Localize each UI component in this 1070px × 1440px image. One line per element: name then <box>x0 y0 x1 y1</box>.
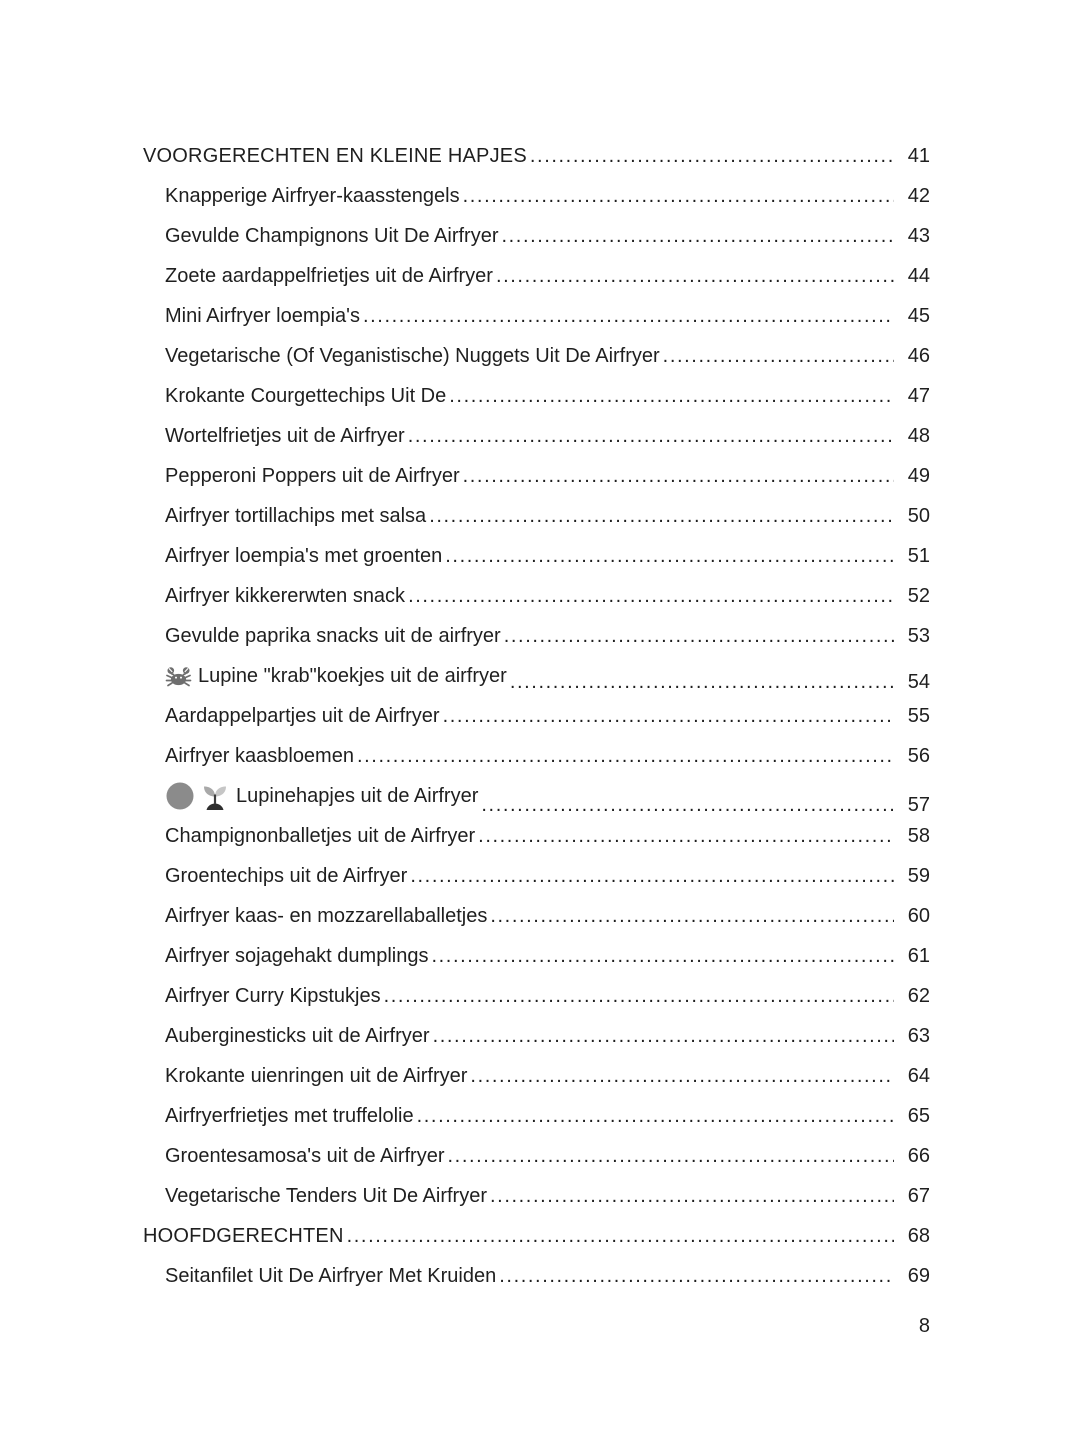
toc-entry-label-text: Vegetarische Tenders Uit De Airfryer <box>165 1185 488 1207</box>
toc-entry-page: 54 <box>907 670 930 693</box>
toc-entry-page: 42 <box>907 185 930 207</box>
dot-leader <box>499 1256 894 1296</box>
toc-entry-label <box>165 1256 496 1296</box>
dot-leader <box>448 1136 895 1176</box>
dot-leader <box>463 176 894 216</box>
toc-entry[interactable] <box>143 1216 930 1256</box>
toc-entry-page: 56 <box>907 745 930 767</box>
toc-entry-label-text: Lupinehapjes uit de Airfryer <box>236 785 479 807</box>
toc-entry-page: 45 <box>907 305 930 327</box>
toc-entry[interactable] <box>143 256 930 296</box>
toc-entry-label-text: Zoete aardappelfrietjes uit de Airfryer <box>165 265 493 287</box>
toc-entry-label <box>165 976 381 1016</box>
toc-entry[interactable] <box>143 536 930 576</box>
toc-entry-label <box>165 376 446 416</box>
toc-entry-page: 50 <box>907 505 930 527</box>
dot-leader <box>490 896 894 936</box>
toc-entry-page: 46 <box>907 345 930 367</box>
dot-leader <box>501 216 894 256</box>
dot-leader <box>463 456 894 496</box>
toc-entry-page: 43 <box>907 225 930 247</box>
crab-icon <box>165 665 192 688</box>
toc-entry-label <box>165 1136 445 1176</box>
toc-entry-label-text: Airfryer sojagehakt dumplings <box>165 945 429 967</box>
toc-entry-label <box>165 656 507 696</box>
dot-leader <box>408 576 894 616</box>
dot-leader <box>431 936 894 976</box>
circle-icon <box>165 781 195 811</box>
toc-entry-label <box>165 336 660 376</box>
toc-entry[interactable] <box>143 376 930 416</box>
toc-entry-label-text: Lupine "krab"koekjes uit de airfryer <box>198 665 507 687</box>
dot-leader <box>443 696 894 736</box>
toc-entry-label <box>165 176 460 216</box>
toc-entry-label-text: Pepperoni Poppers uit de Airfryer <box>165 465 460 487</box>
toc-entry-page: 48 <box>907 425 930 447</box>
toc-entry-label-text: Groentesamosa's uit de Airfryer <box>165 1145 445 1167</box>
toc-entry-page: 67 <box>907 1185 930 1207</box>
toc-entry-label-text: Auberginesticks uit de Airfryer <box>165 1025 430 1047</box>
toc-entry-label-text: Airfryer kikkererwten snack <box>165 585 406 607</box>
toc-entry[interactable] <box>143 1136 930 1176</box>
toc-entry-page: 62 <box>907 985 930 1007</box>
dot-leader <box>363 296 894 336</box>
dot-leader <box>433 1016 894 1056</box>
toc-entry-label-text: Vegetarische (Of Veganistische) Nuggets Uit De Airfryer <box>165 345 660 367</box>
toc-entry-label <box>165 1056 467 1096</box>
dot-leader <box>445 536 894 576</box>
dot-leader <box>384 976 894 1016</box>
toc-entry-page: 41 <box>907 145 930 167</box>
toc-entry-label-text: Airfryer tortillachips met salsa <box>165 505 427 527</box>
toc-entry-page: 53 <box>907 625 930 647</box>
entry-icons <box>165 665 192 688</box>
toc-entry[interactable] <box>143 1016 930 1056</box>
toc-entry-label-text: Seitanfilet Uit De Airfryer Met Kruiden <box>165 1265 497 1287</box>
toc-entry[interactable] <box>143 776 930 816</box>
toc-entry-page: 69 <box>907 1265 930 1287</box>
toc-entry-label <box>165 736 354 776</box>
table-of-contents <box>143 136 930 1296</box>
toc-entry-label <box>165 256 493 296</box>
toc-entry-page: 64 <box>907 1065 930 1087</box>
toc-entry-label-text: Airfryerfrietjes met truffelolie <box>165 1105 414 1127</box>
toc-entry-label-text: Groentechips uit de Airfryer <box>165 865 408 887</box>
toc-entry-label <box>165 216 498 256</box>
toc-entry-label <box>165 1096 414 1136</box>
toc-entry-label-text: VOORGERECHTEN EN KLEINE HAPJES <box>143 145 527 167</box>
dot-leader <box>417 1096 894 1136</box>
toc-entry-label <box>165 776 478 816</box>
entry-icons <box>165 781 230 811</box>
toc-entry-page: 55 <box>907 705 930 727</box>
dot-leader <box>504 616 894 656</box>
toc-entry-label <box>165 896 487 936</box>
toc-entry[interactable] <box>143 456 930 496</box>
toc-entry-label <box>165 456 460 496</box>
toc-entry-label <box>165 936 428 976</box>
toc-entry-page: 59 <box>907 865 930 887</box>
toc-entry[interactable] <box>143 1056 930 1096</box>
dot-leader <box>496 256 894 296</box>
dot-leader <box>470 1056 894 1096</box>
toc-entry[interactable] <box>143 856 930 896</box>
toc-entry-label-text: Mini Airfryer loempia's <box>165 305 360 327</box>
toc-entry-page: 63 <box>907 1025 930 1047</box>
toc-entry-label <box>165 536 442 576</box>
toc-entry-label <box>165 296 360 336</box>
toc-entry-label-text: Airfryer loempia's met groenten <box>165 545 443 567</box>
toc-entry-label-text: Knapperige Airfryer-kaasstengels <box>165 185 460 207</box>
toc-entry-label <box>165 416 405 456</box>
toc-entry-page: 65 <box>907 1105 930 1127</box>
toc-entry[interactable] <box>143 216 930 256</box>
toc-entry-page: 60 <box>907 905 930 927</box>
toc-entry[interactable] <box>143 176 930 216</box>
page-number: 8 <box>918 1315 930 1337</box>
toc-entry-label <box>165 496 426 536</box>
toc-entry-label <box>165 696 440 736</box>
toc-entry[interactable] <box>143 656 930 696</box>
toc-entry-page: 49 <box>907 465 930 487</box>
toc-entry[interactable] <box>143 1096 930 1136</box>
dot-leader <box>357 736 894 776</box>
toc-entry-page: 51 <box>907 545 930 567</box>
toc-entry[interactable] <box>143 896 930 936</box>
toc-entry-label-text: HOOFDGERECHTEN <box>143 1225 344 1247</box>
toc-entry[interactable] <box>143 1176 930 1216</box>
toc-entry[interactable] <box>143 736 930 776</box>
toc-entry-label-text: Gevulde Champignons Uit De Airfryer <box>165 225 499 247</box>
toc-entry-label-text: Krokante uienringen uit de Airfryer <box>165 1065 468 1087</box>
toc-entry-label-text: Champignonballetjes uit de Airfryer <box>165 825 476 847</box>
toc-entry-page: 66 <box>907 1145 930 1167</box>
dot-leader <box>530 136 894 176</box>
toc-entry-label-text: Gevulde paprika snacks uit de airfryer <box>165 625 501 647</box>
toc-entry[interactable] <box>143 816 930 856</box>
toc-entry-label-text: Airfryer kaas- en mozzarellaballetjes <box>165 905 488 927</box>
dot-leader <box>410 856 894 896</box>
toc-entry[interactable] <box>143 936 930 976</box>
toc-entry[interactable] <box>143 1256 930 1296</box>
toc-entry[interactable] <box>143 496 930 536</box>
toc-entry-page: 47 <box>907 385 930 407</box>
toc-entry[interactable] <box>143 416 930 456</box>
toc-entry-page: 61 <box>907 945 930 967</box>
dot-leader <box>347 1216 894 1256</box>
toc-entry[interactable] <box>143 136 930 176</box>
toc-entry-label-text: Wortelfrietjes uit de Airfryer <box>165 425 405 447</box>
toc-entry[interactable] <box>143 976 930 1016</box>
toc-entry[interactable] <box>143 336 930 376</box>
toc-entry-page: 68 <box>907 1225 930 1247</box>
dot-leader <box>478 816 894 856</box>
toc-entry[interactable] <box>143 616 930 656</box>
toc-entry-page: 57 <box>907 794 930 816</box>
dot-leader <box>663 336 894 376</box>
toc-entry-page: 44 <box>907 265 930 287</box>
toc-entry[interactable] <box>143 696 930 736</box>
toc-entry-label <box>143 136 527 176</box>
toc-entry-label-text: Airfryer Curry Kipstukjes <box>165 985 381 1007</box>
toc-entry-label-text: Aardappelpartjes uit de Airfryer <box>165 705 440 727</box>
toc-entry[interactable] <box>143 576 930 616</box>
toc-entry-label <box>165 1016 430 1056</box>
toc-entry-label <box>165 576 405 616</box>
toc-entry-label-text: Krokante Courgettechips Uit De <box>165 385 447 407</box>
toc-entry-page: 58 <box>907 825 930 847</box>
toc-entry-label-text: Airfryer kaasbloemen <box>165 745 354 767</box>
toc-entry-label <box>165 1176 487 1216</box>
toc-entry-page: 52 <box>907 585 930 607</box>
dot-leader <box>408 416 894 456</box>
toc-entry-label <box>165 856 407 896</box>
toc-entry[interactable] <box>143 296 930 336</box>
toc-entry-label <box>165 616 501 656</box>
dot-leader <box>490 1176 894 1216</box>
dot-leader <box>449 376 894 416</box>
seedling-icon <box>200 781 230 811</box>
toc-entry-label <box>165 816 475 856</box>
toc-entry-label <box>143 1216 344 1256</box>
dot-leader <box>429 496 894 536</box>
